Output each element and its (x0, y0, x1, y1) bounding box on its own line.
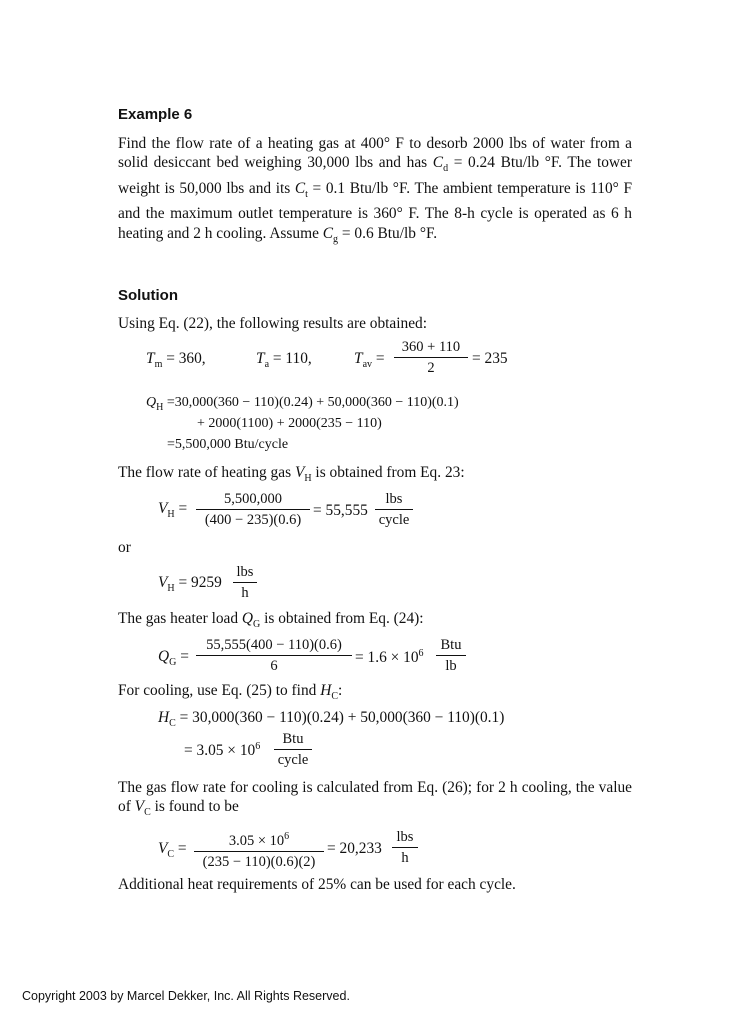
vc-fraction: $\frac{3.05 \times 10^6}{(235 - 110)(0.6)(2)}$ (194, 827, 324, 872)
qh-line-2: + 2000(1100) + 2000(235 − 110) (197, 416, 382, 431)
qg-value: = $1.6 \times 10^6$ (355, 648, 424, 667)
vh-hourly: $V_H = 9259$ (158, 574, 222, 595)
qh-line-3: =5,500,000 Btu/cycle (167, 437, 289, 452)
copyright-footer: Copyright 2003 by Marcel Dekker, Inc. All Rights Reserved. (22, 989, 350, 1003)
vh-unit: lbs cycle (375, 489, 413, 530)
tav-label: $T_{av}$ = (354, 350, 385, 371)
hc-unit: Btu cycle (274, 729, 312, 770)
qg-unit: Btu lb (436, 635, 466, 676)
qh-line-1: $Q_H =30,000(360 - 110)(0.24) + 50,000(360 - 110)(0.1)$ (146, 395, 459, 413)
solution-intro: Using Eq. (22), the following results are obtained: (118, 315, 428, 332)
hc-line-1: $H_C = 30,000(360 - 110)(0.24) + 50,000(360 - 110)(0.1)$ (158, 709, 505, 730)
vc-intro: The gas flow rate for cooling is calculated from Eq. (26); for 2 h cooling, the value of $V_C$ is found to be (118, 779, 632, 819)
tav-fraction: $\frac{360 + 110}{2}$ (394, 337, 468, 378)
or-text: or (118, 539, 131, 556)
vh-fraction: $\frac{5,500,000}{(400 - 235)(0.6)}$ (196, 489, 310, 530)
problem-statement: Find the flow rate of a heating gas at 400° F to desorb 2000 lbs of water from a solid desiccant bed weighing 30,000 lbs and has $C_d = 0.24$ Btu/lb °F. The tower weight is 50,000 lbs and its $C_t = 0.1$ Btu/lb °F. The ambient temperature is 110° F and the maximum outlet temperature is 360° F. The 8-h cycle is operated as 6 h heating and 2 h cooling. Assume $C_g = 0.6$ Btu/lb °F. (118, 135, 632, 245)
hc-line-2: = $3.05 \times 10^6$ (184, 741, 261, 760)
ta-equation: $T_a = 110$, (256, 350, 312, 371)
hc-intro: For cooling, use Eq. (25) to find $H_C$: (118, 682, 343, 703)
vh-hourly-unit: lbs h (233, 562, 257, 603)
vh-value: = 55,555 (313, 502, 368, 519)
example-heading: Example 6 (118, 106, 193, 123)
closing-text: Additional heat requirements of 25% can be used for each cycle. (118, 876, 516, 893)
vc-unit: lbs h (392, 827, 418, 868)
vc-value: = 20,233 (327, 840, 382, 857)
vh-label: $V_H$ = (158, 500, 188, 521)
qg-fraction: $\frac{55,555(400 - 110)(0.6)}{6}$ (196, 635, 352, 676)
tav-result: = 235 (472, 350, 508, 367)
qg-label: $Q_G$ = (158, 648, 189, 669)
vc-label: $V_C$ = (158, 840, 187, 861)
tm-equation: $T_m = 360$, (146, 350, 206, 371)
vh-intro: The flow rate of heating gas $V_H$ is obtained from Eq. 23: (118, 464, 465, 485)
qg-intro: The gas heater load $Q_G$ is obtained from Eq. (24): (118, 610, 424, 631)
solution-heading: Solution (118, 287, 178, 304)
